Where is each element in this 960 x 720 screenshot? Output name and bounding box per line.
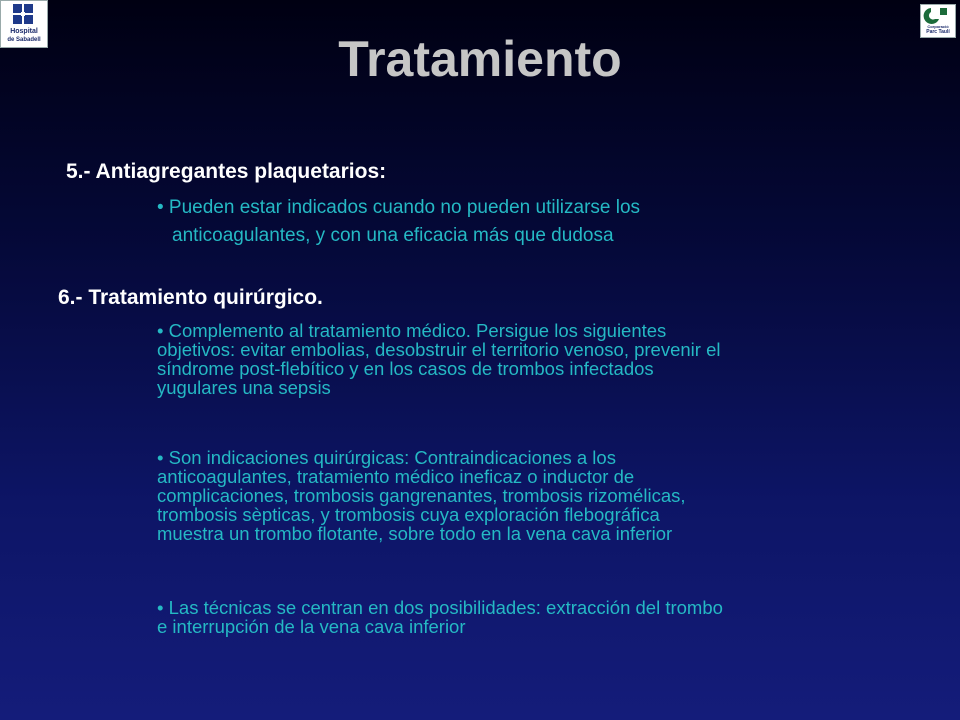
bullet-line: yugulares una sepsis	[157, 377, 331, 398]
bullet-line: e interrupción de la vena cava inferior	[157, 616, 466, 637]
slide-title: Tratamiento	[338, 31, 622, 87]
bullet-line: • Complemento al tratamiento médico. Persigue los siguientes	[157, 320, 667, 341]
hospital-cross-icon	[1, 1, 47, 27]
logo-text-hospital: Hospital	[10, 28, 38, 35]
bullet-line: muestra un trombo flotante, sobre todo en la vena cava inferior	[157, 523, 673, 544]
bullet-line: trombosis sèpticas, y trombosis cuya exploración flebográfica	[157, 504, 660, 525]
bullet-line: complicaciones, trombosis gangrenantes, trombosis rizomélicas,	[157, 485, 686, 506]
bullet-line: objetivos: evitar embolias, desobstruir el territorio venoso, prevenir el	[157, 339, 721, 360]
section-5-bullet-continuation: anticoagulantes, y con una eficacia más que dudosa	[172, 225, 614, 246]
tauli-mark-icon	[921, 5, 955, 25]
logo-text-corporacio: Corporació	[927, 24, 949, 29]
logo-text-tauli: Parc Taulí	[926, 29, 950, 35]
bullet-line: • Son indicaciones quirúrgicas: Contraindicaciones a los	[157, 447, 616, 468]
section-5-heading: 5.- Antiagregantes plaquetarios:	[66, 160, 387, 183]
section-6-heading: 6.- Tratamiento quirúrgico.	[58, 286, 323, 309]
bullet-line: anticoagulantes, tratamiento médico ineficaz o inductor de	[157, 466, 635, 487]
section-5-bullet: • Pueden estar indicados cuando no pueden utilizarse los	[157, 197, 641, 218]
bullet-line: • Las técnicas se centran en dos posibilidades: extracción del trombo	[157, 597, 723, 618]
logo-text-sabadell: de Sabadell	[7, 37, 41, 43]
bullet-line: síndrome post-flebítico y en los casos de trombos infectados	[157, 358, 654, 379]
